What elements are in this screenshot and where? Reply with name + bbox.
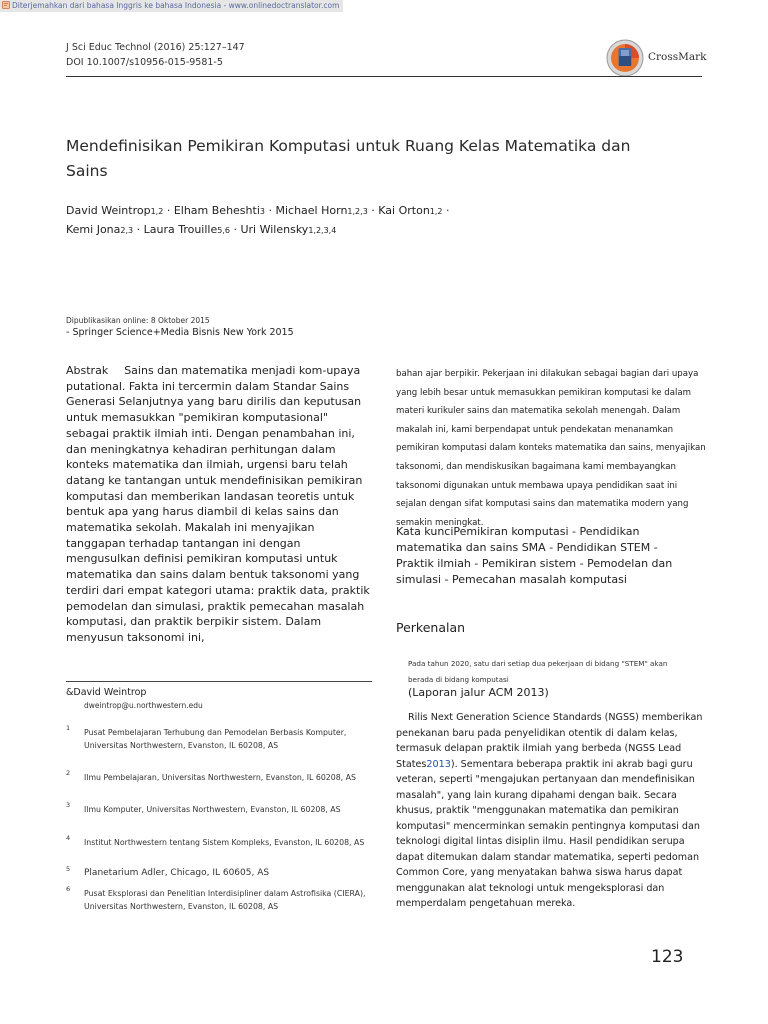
author-affiliation: 3: [259, 207, 265, 216]
author-name[interactable]: Michael Horn: [275, 204, 348, 217]
crossmark-icon: [606, 39, 644, 77]
corresponding-author: &David Weintrop: [66, 687, 147, 698]
affiliation-number: 1: [66, 724, 71, 732]
author-list: [66, 202, 706, 240]
affiliation-number: 4: [66, 834, 71, 842]
author-line-1: [66, 202, 706, 221]
intro-text-part-2: ). Sementara beberapa praktik ini akrab bagi guru veteran, seperti "mengajukan pertanyaan dan mendefinisikan masalah", yang lain kurang dipahami dengan baik. Secara khusus, praktik "menggunakan matematika dan pemikiran komputasi" mencerminkan semakin pentingnya komputasi dan teknologi digital lintas disiplin ilmu. Hasil pendidikan serupa dapat ditemukan dalam standar matematika, seperti pedoman Common Core, yang menyatakan bahwa siswa harus dapat menggunakan alat teknologi untuk mengeksplorasi dan memperdalam pengetahuan mereka.: [396, 758, 700, 909]
affiliation-item: [66, 803, 366, 816]
author-name[interactable]: Kai Orton: [378, 204, 430, 217]
affiliation-number: 3: [66, 801, 71, 809]
affiliation-number: 2: [66, 769, 71, 777]
author-affiliation: 1,2,3: [347, 207, 368, 216]
author-separator: ·: [371, 204, 375, 217]
author-separator: ·: [166, 204, 171, 217]
author-affiliation: 1,2: [150, 207, 164, 216]
corresponding-email[interactable]: dweintrop@u.northwestern.edu: [84, 701, 203, 710]
paper-title: Mendefinisikan Pemikiran Komputasi untuk Ruang Kelas Matematika dan Sains: [66, 137, 631, 180]
author-affiliation: 5,6: [217, 226, 230, 235]
epigraph-quote: Pada tahun 2020, satu dari setiap dua pekerjaan di bidang "STEM" akan berada di bidang komputasi: [408, 659, 668, 684]
author-separator: ·: [136, 223, 141, 236]
crossmark-label: CrossMark: [648, 51, 707, 63]
crossmark-logo[interactable]: [606, 39, 707, 81]
journal-reference: [66, 40, 245, 70]
author-separator: ·: [268, 204, 272, 217]
author-separator: ·: [446, 204, 450, 217]
translate-icon: [2, 1, 10, 9]
header-divider: [66, 76, 702, 77]
affiliation-item: [66, 771, 366, 784]
author-separator: ·: [233, 223, 237, 236]
affiliation-number: 6: [66, 885, 71, 893]
affiliation-text: Institut Northwestern tentang Sistem Kompleks, Evanston, IL 60208, AS: [84, 838, 365, 847]
author-line-2: [66, 221, 706, 240]
affiliation-item: [66, 887, 366, 913]
affiliation-number: 5: [66, 865, 71, 873]
author-name[interactable]: Uri Wilensky: [240, 223, 309, 236]
author-name[interactable]: Elham Beheshti: [173, 204, 260, 217]
abstract-text: Sains dan matematika menjadi kom-upaya putational. Fakta ini tercermin dalam Standar Sains Generasi Selanjutnya yang baru dirilis dan keputusan untuk memasukkan "pemikiran komputasional" sebagai praktik ilmiah inti. Dengan penambahan ini, dan meningkatnya kehadiran perhitungan dalam konteks matematika dan ilmiah, urgensi baru telah datang ke tantangan untuk mendefinisikan pemikiran komputasi dan memberikan landasan teoretis untuk bentuk apa yang harus diambil di kelas sains dan matematika sekolah. Makalah ini menyajikan tanggapan terhadap tantangan ini dengan mengusulkan definisi pemikiran komputasi untuk matematika dan sains dalam bentuk taksonomi yang terdiri dari empat kategori utama: praktik data, praktik pemodelan dan simulasi, praktik pemecahan masalah komputasi, dan praktik berpikir sistem. Dalam menyusun taksonomi ini,: [66, 364, 370, 644]
doi: DOI 10.1007/s10956-015-9581-5: [66, 57, 223, 68]
abstract-label: Abstrak: [66, 364, 109, 377]
translator-banner[interactable]: [0, 0, 343, 12]
author-name[interactable]: Kemi Jona: [66, 223, 121, 236]
translator-banner-text[interactable]: Diterjemahkan dari bahasa Inggris ke bahasa Indonesia - www.onlinedoctranslator.com: [12, 1, 340, 10]
page-number: 123: [651, 947, 684, 967]
author-affiliation: 1,2: [429, 207, 443, 216]
affiliation-text: Pusat Eksplorasi dan Penelitian Interdisipliner dalam Astrofisika (CIERA), Universitas Northwestern, Evanston, IL 60208, AS: [84, 889, 366, 911]
keywords: Kata kunciPemikiran komputasi - Pendidikan matematika dan sains SMA - Pendidikan STEM - Praktik ilmiah - Pemikiran sistem - Pemodelan dan simulasi - Pemecahan masalah komputasi: [396, 525, 673, 586]
affiliation-text: Ilmu Pembelajaran, Universitas Northwestern, Evanston, IL 60208, AS: [84, 773, 356, 782]
copyright-line: - Springer Science+Media Bisnis New York 2015: [66, 327, 294, 338]
affiliation-text: Ilmu Komputer, Universitas Northwestern, Evanston, IL 60208, AS: [84, 805, 341, 814]
author-affiliation: 2,3: [120, 226, 134, 235]
intro-text-part-1: Rilis Next Generation Science Standards (NGSS) memberikan penekanan baru pada penyelidikan otentik di dalam kelas, termasuk delapan praktik ilmiah yang berbeda (NGSS Lead States: [396, 712, 703, 770]
citation-link[interactable]: 2013: [426, 758, 451, 770]
author-name[interactable]: David Weintrop: [66, 204, 151, 217]
author-affiliation: 1,2,3,4: [308, 226, 337, 235]
affiliation-item: [66, 867, 366, 880]
publication-date: Dipublikasikan online: 8 Oktober 2015: [66, 316, 210, 325]
abstract: [66, 363, 372, 646]
section-heading-introduction: Perkenalan: [396, 620, 466, 635]
footnote-divider: [66, 681, 372, 682]
author-name[interactable]: Laura Trouille: [143, 223, 218, 236]
epigraph-source: (Laporan jalur ACM 2013): [408, 686, 549, 699]
introduction-paragraph: [396, 710, 706, 912]
journal-citation: J Sci Educ Technol (2016) 25:127–147: [66, 42, 245, 53]
abstract-continuation: bahan ajar berpikir. Pekerjaan ini dilakukan sebagai bagian dari upaya yang lebih besar untuk memasukkan pemikiran komputasi ke dalam materi kurikuler sains dan matematika sekolah menengah. Dalam makalah ini, kami berpendapat untuk pendekatan menanamkan pemikiran komputasi dalam konteks matematika dan sains, menyajikan taksonomi, dan mendiskusikan bagaimana kami membayangkan taksonomi digunakan untuk membawa upaya pendidikan saat ini sejalan dengan sifat komputasi sains dan matematika modern yang semakin meningkat.: [396, 369, 706, 528]
affiliation-item: [66, 836, 366, 849]
affiliation-item: [66, 726, 366, 752]
affiliation-text: Pusat Pembelajaran Terhubung dan Pemodelan Berbasis Komputer, Universitas Northwestern, Evanston, IL 60208, AS: [84, 728, 347, 750]
affiliation-text: Planetarium Adler, Chicago, IL 60605, AS: [84, 868, 270, 878]
